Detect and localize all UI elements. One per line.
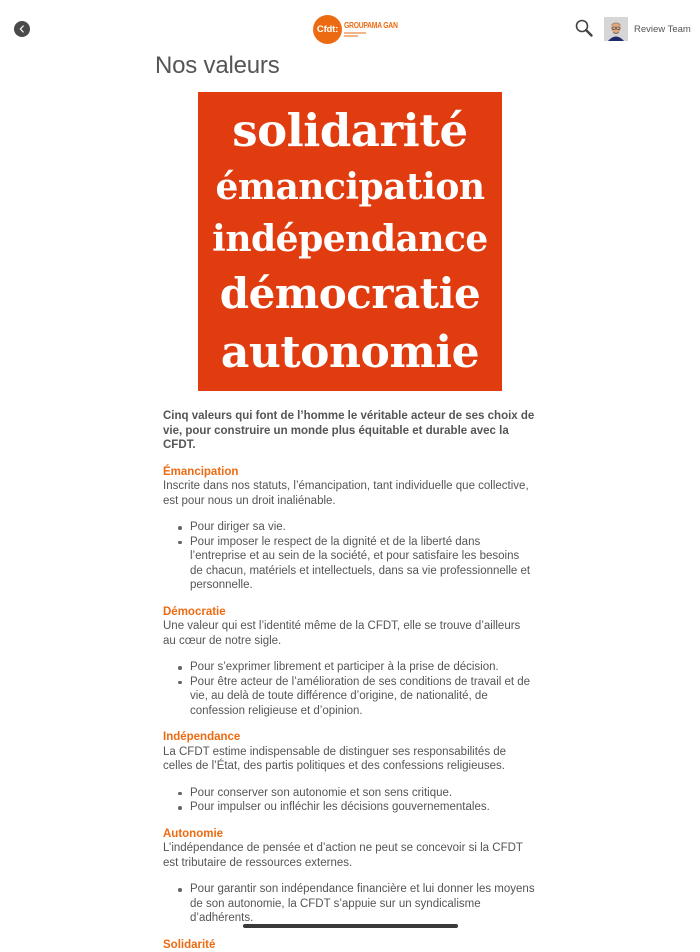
logo[interactable] [313,14,407,44]
values-image [198,92,502,391]
logo-name: GROUPAMA GAN [344,21,398,30]
user-name: Review Team [634,24,691,35]
section-title: Émancipation [163,465,535,480]
image-word: solidarité [232,108,467,153]
list-item: Pour être acteur de l’amélioration de ses conditions de travail et de vie, au delà de toute différence d’origine, de nationalité, de confession religieuse et d’opinion. [176,675,535,719]
top-bar [0,0,700,56]
section-text: Une valeur qui est l’identité même de la CFDT, elle se trouve d’ailleurs au cœur de notre sigle. [163,619,535,648]
bullet-list [176,882,535,926]
home-indicator[interactable] [243,924,458,928]
section-independance [163,730,535,815]
image-word: démocratie [220,273,481,315]
section-title: Indépendance [163,730,535,745]
list-item: Pour s’exprimer librement et participer à la prise de décision. [176,660,535,675]
search-icon [574,18,594,38]
avatar [604,17,628,41]
back-button[interactable] [14,21,30,37]
list-item: Pour impulser ou infléchir les décisions gouvernementales. [176,800,535,815]
list-item: Pour imposer le respect de la dignité et de la liberté dans l’entreprise et au sein de la société, et pour satisfaire les besoins de chacun, matériels et intellectuels, dans sa vie professionnelle et personnelle. [176,535,535,593]
article-body [155,409,535,952]
bullet-list [176,660,535,718]
section-emancipation [163,465,535,593]
search-button[interactable] [574,18,594,38]
bullet-list [176,786,535,815]
image-word: indépendance [212,221,488,257]
logo-tagline-line [344,32,366,34]
section-democratie [163,605,535,719]
user-avatar-icon [604,17,628,41]
intro-text: Cinq valeurs qui font de l’homme le véritable acteur de ses choix de vie, pour construire un monde plus équitable et durable avec la CFDT. [163,409,535,453]
list-item: Pour garantir son indépendance financière et lui donner les moyens de son autonomie, la CFDT s’appuie sur un syndicalisme d’adhérents. [176,882,535,926]
section-title: Solidarité [163,938,535,952]
section-title: Autonomie [163,827,535,842]
cfdt-logo-mark: Cfdt: [313,15,342,44]
list-item: Pour conserver son autonomie et son sens critique. [176,786,535,801]
list-item: Pour diriger sa vie. [176,520,535,535]
page-title: Nos valeurs [155,52,545,80]
section-text: Inscrite dans nos statuts, l’émancipation, tant individuelle que collective, est pour nous un droit inaliénable. [163,479,535,508]
section-title: Démocratie [163,605,535,620]
main-content [155,52,545,952]
user-menu[interactable] [604,17,691,41]
section-text: La CFDT estime indispensable de distinguer ses responsabilités de celles de l’État, des partis politiques et des confessions religieuses. [163,745,535,774]
chevron-left-icon [18,25,26,33]
section-text: L’indépendance de pensée et d’action ne peut se concevoir si la CFDT est tributaire de ressources externes. [163,841,535,870]
image-word: émancipation [215,169,484,205]
section-autonomie [163,827,535,926]
logo-tagline-line [344,35,358,37]
section-solidarite [163,938,535,952]
image-word: autonomie [221,331,479,375]
bullet-list [176,520,535,593]
